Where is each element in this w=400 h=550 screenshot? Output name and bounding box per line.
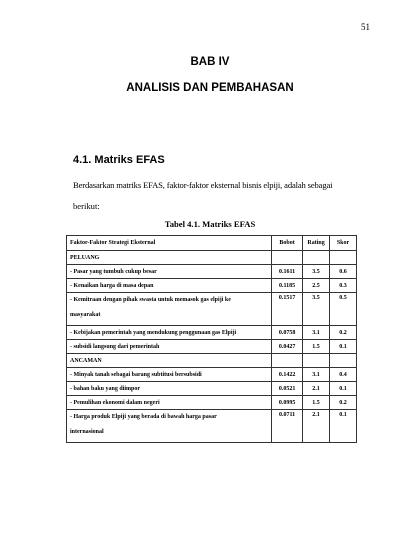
group-label: PELUANG	[67, 251, 272, 265]
table-row	[67, 382, 357, 396]
bobot-cell: 0.1422	[272, 368, 303, 382]
bobot-cell: 0.0521	[272, 382, 303, 396]
rating-cell: 3.1	[303, 326, 330, 340]
factor-cell: - subsidi langsung dari pemerintah	[67, 340, 272, 354]
rating-cell: 1.5	[303, 396, 330, 410]
factor-text-continued: internasional	[70, 429, 104, 435]
factor-cell: - Minyak tanah sebagai barang subtitusi bersubsidi	[67, 368, 272, 382]
rating-cell: 2.1	[303, 410, 330, 443]
header-rating: Rating	[303, 236, 330, 251]
skor-cell: 0.1	[330, 382, 357, 396]
factor-cell	[67, 293, 272, 326]
rating-cell: 3.5	[303, 293, 330, 326]
factor-text-continued: masyarakat	[70, 312, 101, 318]
group-label: ANCAMAN	[67, 354, 272, 368]
factor-cell	[67, 410, 272, 443]
intro-paragraph-line-2: berikut:	[73, 201, 100, 211]
efas-matrix-table	[66, 235, 357, 443]
bobot-cell: 0.0758	[272, 326, 303, 340]
factor-cell: - Pemulihan ekonomi dalam negeri	[67, 396, 272, 410]
group-row-ancaman	[67, 354, 357, 368]
rating-cell: 1.5	[303, 340, 330, 354]
factor-text: - Kemitraan dengan pihak swasta untuk memasok gas elpiji ke	[70, 297, 231, 303]
page-number: 51	[361, 22, 370, 32]
header-factor: Faktor-Faktor Strategi Eksternal	[67, 236, 272, 251]
table-row	[67, 326, 357, 340]
factor-cell: - Kenaikan harga di masa depan	[67, 279, 272, 293]
skor-cell: 0.6	[330, 265, 357, 279]
skor-cell: 0.1	[330, 340, 357, 354]
intro-paragraph-line-1: Berdasarkan matriks EFAS, faktor-faktor eksternal bisnis elpiji, adalah sebagai	[73, 180, 333, 190]
skor-cell: 0.2	[330, 396, 357, 410]
bobot-cell: 0.0995	[272, 396, 303, 410]
factor-text: - Harga produk Elpiji yang berada di bawah harga pasar	[70, 414, 217, 420]
rating-cell: 3.5	[303, 265, 330, 279]
skor-cell: 0.4	[330, 368, 357, 382]
table-caption: Tabel 4.1. Matriks EFAS	[164, 219, 256, 229]
bobot-cell: 0.1517	[272, 293, 303, 326]
table-row	[67, 265, 357, 279]
skor-cell: 0.5	[330, 293, 357, 326]
rating-cell: 3.1	[303, 368, 330, 382]
skor-cell: 0.2	[330, 326, 357, 340]
bobot-cell: 0.0711	[272, 410, 303, 443]
bobot-cell: 0.0427	[272, 340, 303, 354]
factor-cell: - bahan baku yang diimpor	[67, 382, 272, 396]
skor-cell: 0.1	[330, 410, 357, 443]
chapter-subtitle: ANALISIS DAN PEMBAHASAN	[126, 82, 294, 94]
factor-cell: - Pasar yang tumbuh cukup besar	[67, 265, 272, 279]
skor-cell: 0.3	[330, 279, 357, 293]
rating-cell: 2.1	[303, 382, 330, 396]
table-row	[67, 410, 357, 443]
table-row	[67, 368, 357, 382]
factor-cell: - Kebijakan pemerintah yang mendukung penggunaan gas Elpiji	[67, 326, 272, 340]
chapter-title: BAB IV	[190, 56, 230, 68]
bobot-cell: 0.1611	[272, 265, 303, 279]
bobot-cell: 0.1185	[272, 279, 303, 293]
rating-cell: 2.5	[303, 279, 330, 293]
table-row	[67, 340, 357, 354]
table-header-row	[67, 236, 357, 251]
table-row	[67, 396, 357, 410]
header-skor: Skor	[330, 236, 357, 251]
header-bobot: Bobot	[272, 236, 303, 251]
table-row	[67, 279, 357, 293]
group-row-peluang	[67, 251, 357, 265]
section-heading: 4.1. Matriks EFAS	[73, 154, 165, 166]
table-row	[67, 293, 357, 326]
